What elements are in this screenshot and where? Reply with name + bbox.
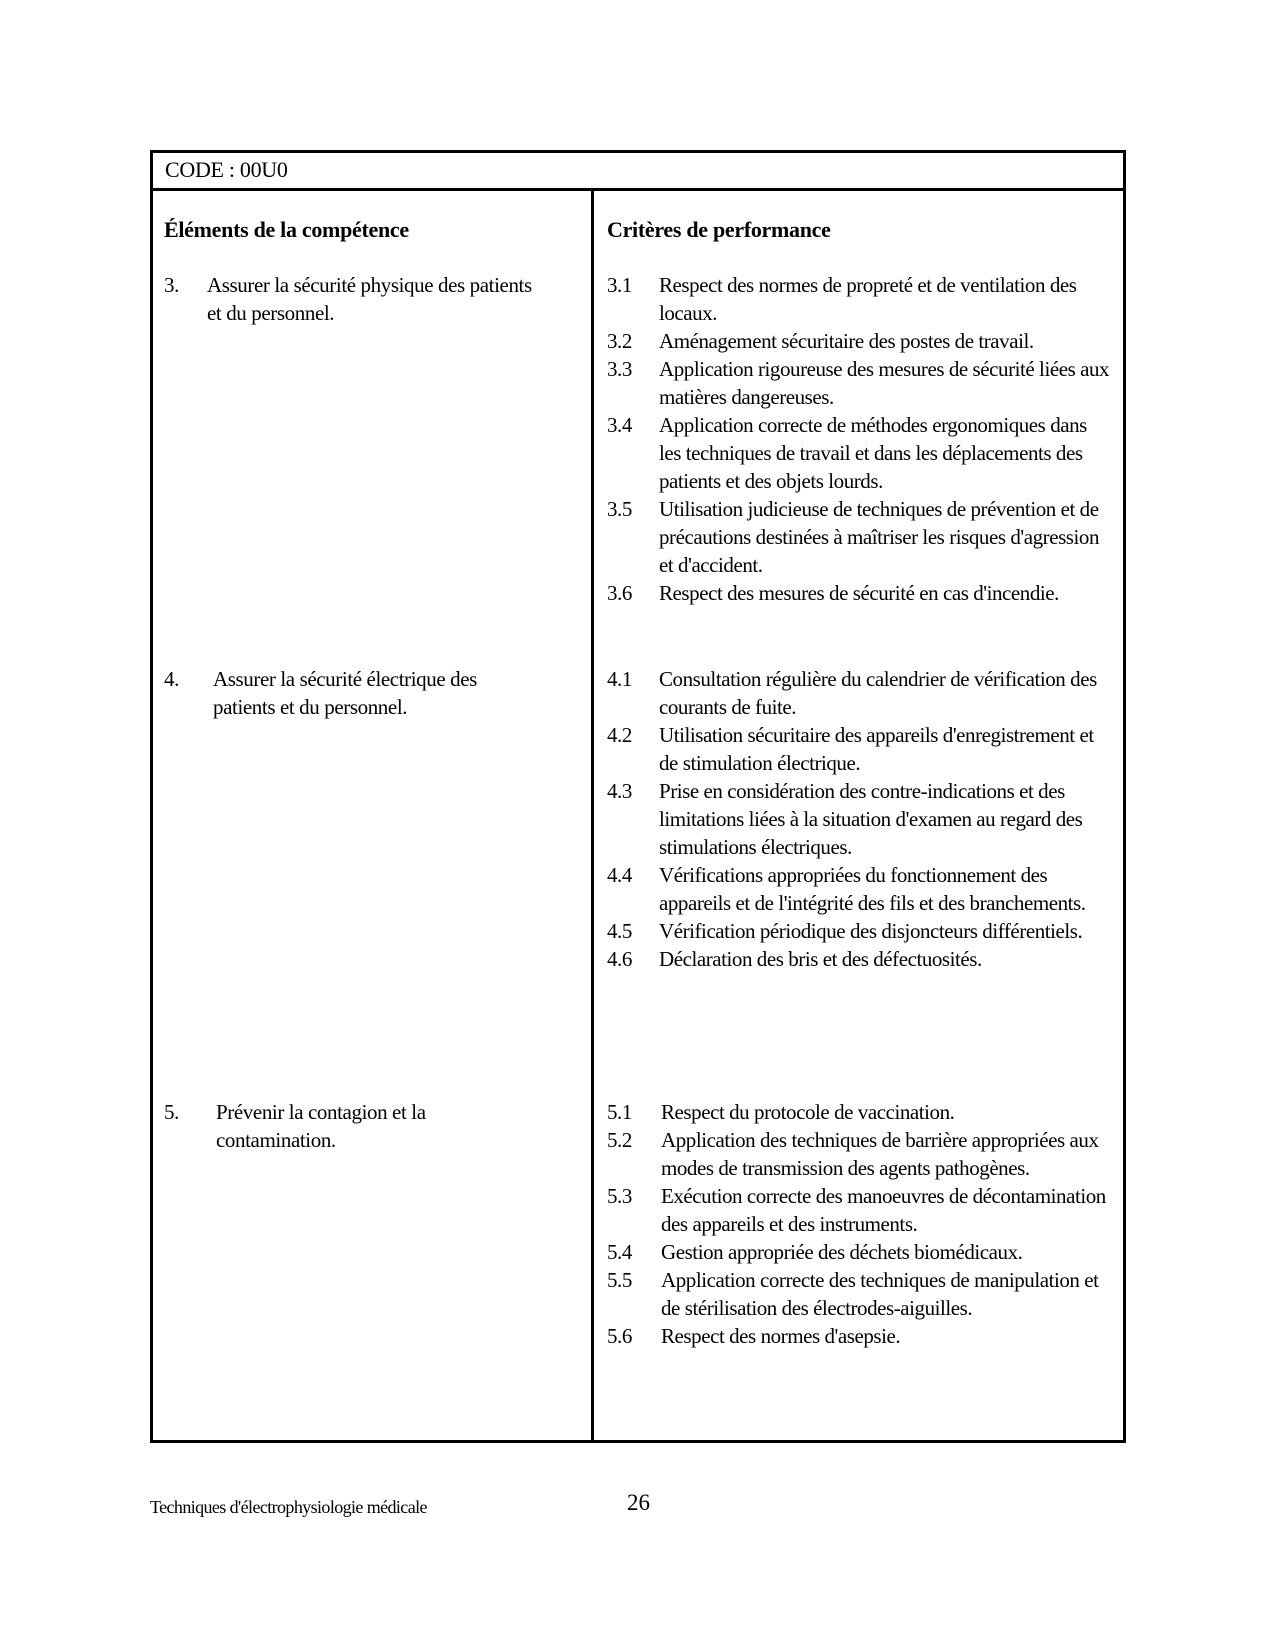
- criterion-number: 4.5: [607, 919, 632, 943]
- criterion-text: Déclaration des bris et des défectuosités.: [659, 947, 982, 971]
- criterion-number: 5.3: [607, 1184, 632, 1208]
- criteria-heading: Critères de performance: [607, 217, 831, 242]
- criterion-item: [607, 665, 1113, 721]
- criterion-number: 3.2: [607, 329, 632, 353]
- elements-heading: Éléments de la compétence: [164, 217, 409, 242]
- element-number: 5.: [164, 1100, 179, 1124]
- criterion-number: 3.6: [607, 581, 632, 605]
- criterion-item: [607, 1098, 1113, 1126]
- criterion-text: Utilisation sécuritaire des appareils d'enregistrement et de stimulation électrique.: [659, 723, 1094, 775]
- criterion-item: [607, 1238, 1113, 1266]
- criterion-item: [607, 945, 1113, 973]
- criterion-text: Aménagement sécuritaire des postes de travail.: [659, 329, 1034, 353]
- criterion-item: [607, 1322, 1113, 1350]
- criterion-number: 5.6: [607, 1324, 632, 1348]
- criterion-number: 5.5: [607, 1268, 632, 1292]
- criterion-number: 4.2: [607, 723, 632, 747]
- criterion-number: 5.1: [607, 1100, 632, 1124]
- criterion-number: 3.3: [607, 357, 632, 381]
- criterion-number: 4.6: [607, 947, 632, 971]
- criterion-text: Utilisation judicieuse de techniques de prévention et de précautions destinées à maîtriser les risques d'agression et d'accident.: [659, 497, 1100, 577]
- competency-table: [150, 150, 1126, 1443]
- criterion-text: Respect des normes d'asepsie.: [661, 1324, 901, 1348]
- criterion-item: [607, 1126, 1113, 1182]
- criterion-text: Application correcte des techniques de manipulation et de stérilisation des électrodes-aiguilles.: [661, 1268, 1099, 1320]
- elements-column: [153, 191, 591, 1440]
- criterion-item: [607, 1266, 1113, 1322]
- criterion-item: [607, 721, 1113, 777]
- criterion-number: 4.4: [607, 863, 632, 887]
- criterion-number: 3.1: [607, 273, 632, 297]
- element-number: 3.: [164, 273, 179, 297]
- criterion-text: Vérification périodique des disjoncteurs différentiels.: [659, 919, 1083, 943]
- criterion-item: [607, 327, 1113, 355]
- criterion-item: [607, 861, 1113, 917]
- element-text: Prévenir la contagion et la contamination.: [216, 1100, 426, 1152]
- element-text: Assurer la sécurité physique des patients et du personnel.: [207, 273, 532, 325]
- criterion-item: [607, 1182, 1113, 1238]
- element-number: 4.: [164, 667, 179, 691]
- criterion-number: 3.5: [607, 497, 632, 521]
- criteria-column: [594, 191, 1123, 1440]
- criterion-text: Application correcte de méthodes ergonomiques dans les techniques de travail et dans les déplacements des patients et des objets lourds.: [659, 413, 1087, 493]
- criterion-text: Respect des mesures de sécurité en cas d'incendie.: [659, 581, 1059, 605]
- criteria-group-5: [607, 1098, 1113, 1350]
- criterion-item: [607, 495, 1113, 579]
- page-number: 26: [627, 1490, 650, 1515]
- criterion-item: [607, 355, 1113, 411]
- criterion-text: Gestion appropriée des déchets biomédicaux.: [661, 1240, 1023, 1264]
- criterion-text: Consultation régulière du calendrier de vérification des courants de fuite.: [659, 667, 1097, 719]
- criterion-item: [607, 271, 1113, 327]
- criterion-text: Prise en considération des contre-indications et des limitations liées à la situation d'examen au regard des stimulations électriques.: [659, 779, 1083, 859]
- footer-document-title: Techniques d'électrophysiologie médicale: [150, 1497, 427, 1517]
- criterion-text: Vérifications appropriées du fonctionnement des appareils et de l'intégrité des fils et des branchements.: [659, 863, 1086, 915]
- code-row: [153, 153, 1123, 191]
- element-text: Assurer la sécurité électrique des patients et du personnel.: [213, 667, 477, 719]
- competency-code: CODE : 00U0: [165, 157, 288, 182]
- criterion-item: [607, 411, 1113, 495]
- criterion-number: 3.4: [607, 413, 632, 437]
- criterion-item: [607, 917, 1113, 945]
- criterion-item: [607, 777, 1113, 861]
- criterion-number: 5.2: [607, 1128, 632, 1152]
- criterion-text: Application rigoureuse des mesures de sécurité liées aux matières dangereuses.: [659, 357, 1110, 409]
- criterion-number: 5.4: [607, 1240, 632, 1264]
- criterion-text: Respect du protocole de vaccination.: [661, 1100, 955, 1124]
- criterion-number: 4.1: [607, 667, 632, 691]
- criterion-number: 4.3: [607, 779, 632, 803]
- criteria-group-4: [607, 665, 1113, 973]
- criterion-item: [607, 579, 1113, 607]
- criterion-text: Respect des normes de propreté et de ventilation des locaux.: [659, 273, 1077, 325]
- criterion-text: Exécution correcte des manoeuvres de décontamination des appareils et des instruments.: [661, 1184, 1106, 1236]
- criterion-text: Application des techniques de barrière appropriées aux modes de transmission des agents pathogènes.: [661, 1128, 1099, 1180]
- criteria-group-3: [607, 271, 1113, 607]
